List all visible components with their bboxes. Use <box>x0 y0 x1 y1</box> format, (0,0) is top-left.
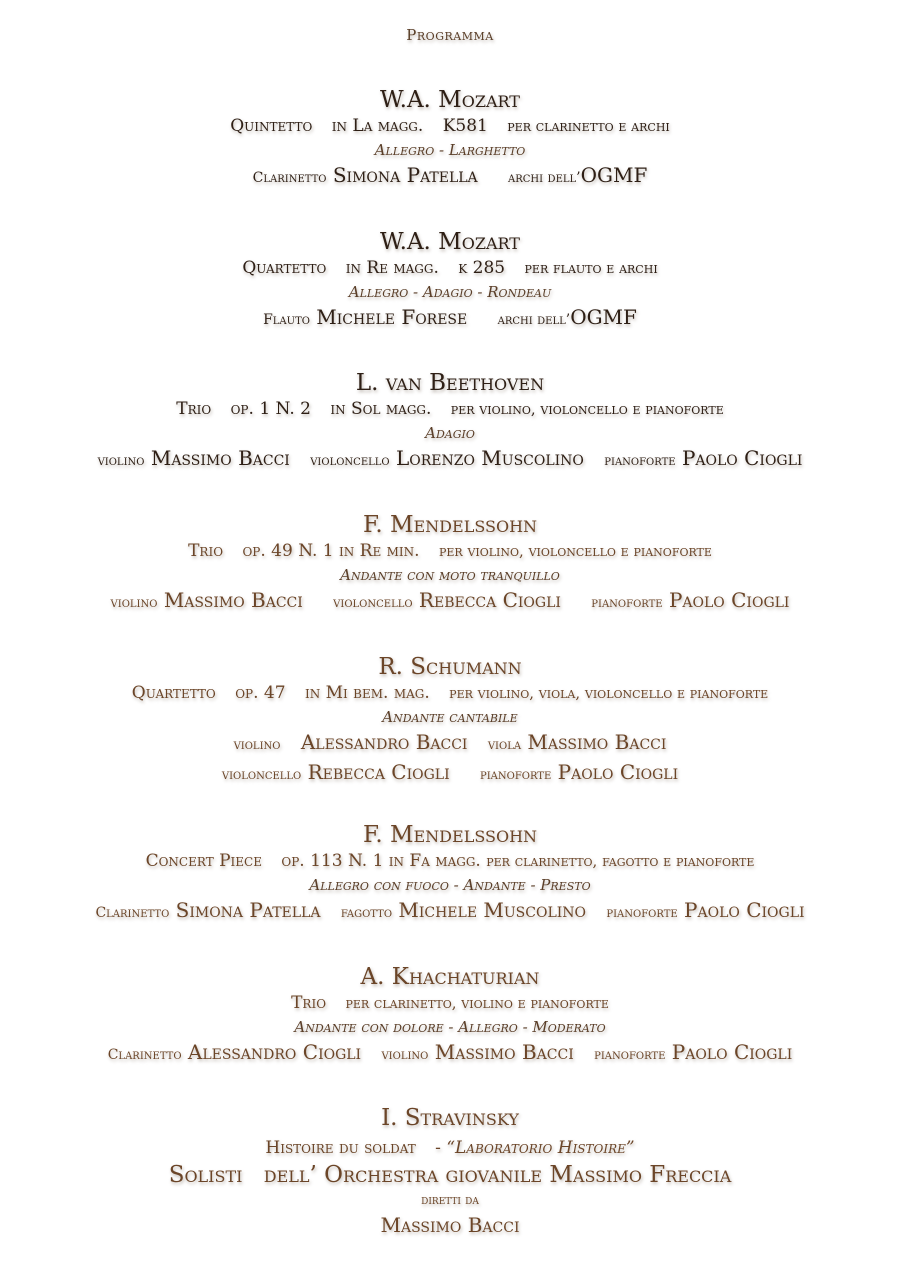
work-opus: op. 49 <box>242 541 293 561</box>
performer-name: Michele Forese <box>316 305 468 329</box>
work-dash: - <box>435 1138 441 1158</box>
performer-name: Simona Patella <box>332 163 478 187</box>
work-opus: op. 113 <box>281 851 343 871</box>
work-title: Trio <box>188 541 224 561</box>
work-title: Quartetto <box>131 683 216 703</box>
performer-role: violino <box>381 1047 429 1063</box>
performer-name: Rebecca Ciogli <box>418 588 561 612</box>
performer-name: Paolo Ciogli <box>671 1040 793 1064</box>
work-line <box>0 1136 900 1160</box>
work-line <box>0 397 900 421</box>
composer-name: A. Khachaturian <box>360 964 540 990</box>
work-key: N. 1 in Fa magg. <box>347 851 481 871</box>
performer-role: violino <box>110 595 158 611</box>
movements: Andante con moto tranquillo <box>340 566 560 584</box>
composer-name: R. Schumann <box>378 654 522 680</box>
composer-name: F. Mendelssohn <box>362 822 538 848</box>
work-opus: op. 47 <box>235 683 286 703</box>
work-line <box>0 539 900 563</box>
performer-role: pianoforte <box>479 767 552 783</box>
work-scoring: per violino, violoncello e pianoforte <box>438 542 712 560</box>
composer-name: W.A. Mozart <box>380 87 520 113</box>
work-title: Trio <box>291 993 327 1013</box>
composer-name: L. van Beethoven <box>355 370 545 396</box>
work-catalog: k 285 <box>458 258 506 278</box>
ensemble-line <box>0 1160 900 1190</box>
performer-role: violino <box>233 737 281 753</box>
work-title: Trio <box>176 399 212 419</box>
piece-stravinsky-histoire <box>0 1104 900 1239</box>
work-scoring: per violino, viola, violoncello e pianoforte <box>449 684 769 702</box>
performers-line-2 <box>0 759 900 789</box>
movements: Andante con dolore - Allegro - Moderato <box>294 1018 606 1036</box>
work-scoring: per violino, violoncello e pianoforte <box>450 400 724 418</box>
performer-name: Alessandro Bacci <box>300 730 468 754</box>
work-title: Quartetto <box>242 258 327 278</box>
work-title: Quintetto <box>230 116 313 136</box>
piece-mozart-quartetto <box>0 228 900 334</box>
performer-name: Massimo Bacci <box>434 1040 574 1064</box>
performers-line <box>0 897 900 927</box>
work-scoring: per flauto e archi <box>524 259 658 277</box>
work-subtitle: “Laboratorio Histoire” <box>446 1138 635 1158</box>
movements: Andante cantabile <box>382 708 518 726</box>
performer-role: archi dell’ <box>508 170 581 186</box>
ensemble-solisti: Solisti <box>168 1162 243 1188</box>
performer-name: Paolo Ciogli <box>557 760 679 784</box>
piece-khachaturian-trio <box>0 963 900 1069</box>
performer-role: violino <box>97 453 145 469</box>
performer-role: Flauto <box>263 312 310 328</box>
piece-mozart-quintetto <box>0 86 900 192</box>
work-key: in La magg. <box>331 116 424 136</box>
performers-line <box>0 445 900 475</box>
movements: Adagio <box>425 424 475 442</box>
performer-role: Clarinetto <box>107 1047 182 1063</box>
performers-line <box>0 304 900 334</box>
performer-name: Paolo Ciogli <box>684 898 805 922</box>
performers-line <box>0 1039 900 1069</box>
piece-beethoven-trio <box>0 369 900 475</box>
performer-role: Clarinetto <box>95 905 170 921</box>
movements: Allegro con fuoco - Andante - Presto <box>309 876 591 894</box>
work-key: in Re magg. <box>345 258 439 278</box>
performer-name: Paolo Ciogli <box>681 446 803 470</box>
performer-name: Alessandro Ciogli <box>187 1040 362 1064</box>
piece-mendelssohn-trio <box>0 511 900 617</box>
work-line <box>0 849 900 873</box>
work-line <box>0 256 900 280</box>
work-key: in Mi bem. mag. <box>304 683 430 703</box>
conductor-name: Massimo Bacci <box>380 1213 520 1237</box>
performers-line <box>0 162 900 192</box>
performer-role: pianoforte <box>606 905 678 921</box>
work-line <box>0 991 900 1015</box>
performer-name: OGMF <box>580 163 648 187</box>
performer-name: Rebecca Ciogli <box>307 760 450 784</box>
performers-line <box>0 587 900 617</box>
work-key: in Sol magg. <box>330 399 432 419</box>
performer-name: Paolo Ciogli <box>668 588 790 612</box>
work-catalog: K581 <box>442 116 488 136</box>
composer-name: I. Stravinsky <box>381 1105 519 1131</box>
piece-schumann-quartetto <box>0 653 900 789</box>
performer-role: pianoforte <box>594 1047 666 1063</box>
performer-role: violoncello <box>310 453 390 469</box>
work-scoring: per clarinetto, fagotto e pianoforte <box>486 852 755 870</box>
work-key: N. 1 in Re min. <box>298 541 420 561</box>
movements: Allegro - Adagio - Rondeau <box>348 283 552 301</box>
performer-name: Massimo Bacci <box>163 588 303 612</box>
performer-role: violoncello <box>333 595 413 611</box>
performer-role: fagotto <box>340 905 393 921</box>
program-header: Programma <box>406 26 494 44</box>
performer-name: Massimo Bacci <box>150 446 290 470</box>
performer-role: pianoforte <box>591 595 663 611</box>
work-title: Concert Piece <box>145 851 262 871</box>
performer-role: archi dell’ <box>497 312 571 328</box>
movements: Allegro - Larghetto <box>374 141 526 159</box>
work-scoring: per clarinetto e archi <box>507 117 670 135</box>
diretti-da: diretti da <box>421 1193 479 1208</box>
performer-role: viola <box>487 737 522 753</box>
ensemble-name: dell’ Orchestra giovanile Massimo Freccia <box>263 1162 732 1188</box>
work-scoring: per clarinetto, violino e pianoforte <box>345 994 609 1012</box>
performer-role: pianoforte <box>604 453 676 469</box>
performers-line-1 <box>0 729 900 759</box>
work-opus: op. 1 N. 2 <box>230 399 311 419</box>
performer-name: Michele Muscolino <box>398 898 587 922</box>
performer-name: Simona Patella <box>175 898 321 922</box>
performer-name: Lorenzo Muscolino <box>395 446 584 470</box>
piece-mendelssohn-concert-piece <box>0 821 900 927</box>
composer-name: F. Mendelssohn <box>362 512 538 538</box>
performer-name: OGMF <box>570 305 637 329</box>
work-line <box>0 681 900 705</box>
composer-name: W.A. Mozart <box>380 229 520 255</box>
performer-role: violoncello <box>221 767 302 783</box>
performer-name: Massimo Bacci <box>527 730 667 754</box>
work-title: Histoire du soldat <box>265 1138 416 1158</box>
performer-role: Clarinetto <box>252 170 327 186</box>
work-line <box>0 114 900 138</box>
